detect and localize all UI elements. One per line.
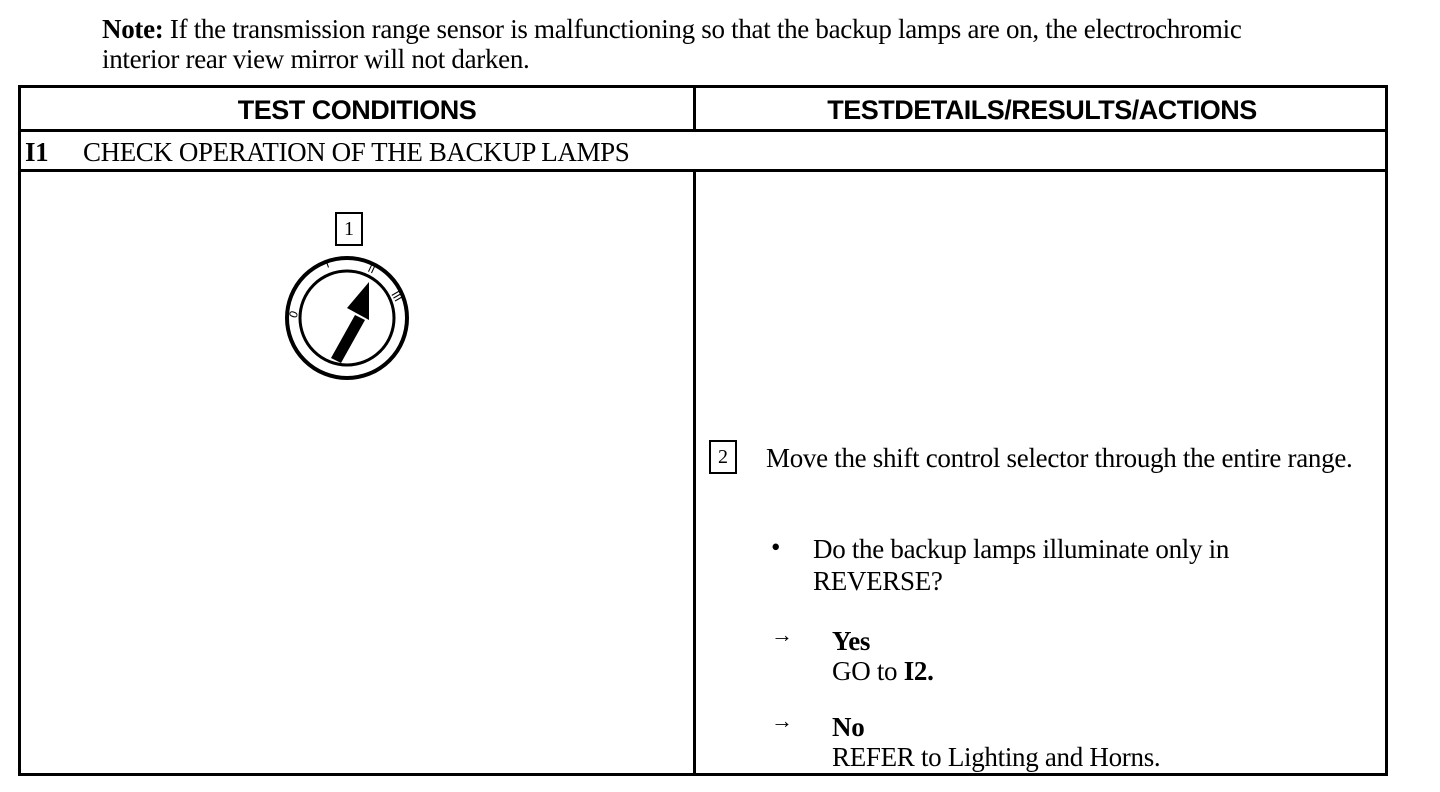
- bullet-dot: •: [771, 532, 781, 562]
- question-text: Do the backup lamps illuminate only in REVERSE?: [813, 534, 1230, 596]
- note-paragraph: [102, 14, 1302, 74]
- step-id: I1: [25, 137, 49, 167]
- yes-action: [832, 655, 934, 687]
- instruction-text: Move the shift control selector through the entire range.: [766, 443, 1353, 473]
- callout-1: 1: [335, 212, 363, 246]
- key-position-0: 0: [286, 309, 302, 321]
- diagnostic-table: [18, 85, 1388, 776]
- key-position-3: III: [388, 289, 405, 304]
- no-label: No: [832, 712, 865, 742]
- yes-action-prefix: GO to: [832, 656, 904, 686]
- header-test-conditions: TEST CONDITIONS: [21, 88, 696, 129]
- no-action-target: Lighting and Horns.: [947, 742, 1161, 772]
- note-label: Note:: [102, 14, 164, 44]
- callout-2: 2: [709, 440, 737, 474]
- key-position-2: II: [365, 261, 378, 277]
- note-text: If the transmission range sensor is malfunctioning so that the backup lamps are on, the electrochromic interior rear view mirror will not darken.: [102, 14, 1242, 74]
- yes-action-target: I2.: [903, 656, 934, 686]
- ignition-key-diagram: [285, 254, 415, 389]
- ignition-switch-icon: [285, 254, 415, 384]
- no-action: [832, 741, 1160, 773]
- yes-label: Yes: [832, 626, 871, 656]
- header-test-details: TESTDETAILS/RESULTS/ACTIONS: [827, 95, 1257, 125]
- yes-arrow-icon: →: [771, 622, 793, 647]
- step-title-row: [21, 132, 1385, 172]
- test-details-cell: [696, 172, 1388, 773]
- step-title: CHECK OPERATION OF THE BACKUP LAMPS: [83, 137, 630, 167]
- table-header-row: [21, 88, 1385, 132]
- no-arrow-icon: →: [771, 708, 793, 733]
- no-action-prefix: REFER to: [832, 742, 948, 772]
- key-position-1: I: [323, 257, 332, 271]
- test-conditions-cell: [21, 172, 696, 773]
